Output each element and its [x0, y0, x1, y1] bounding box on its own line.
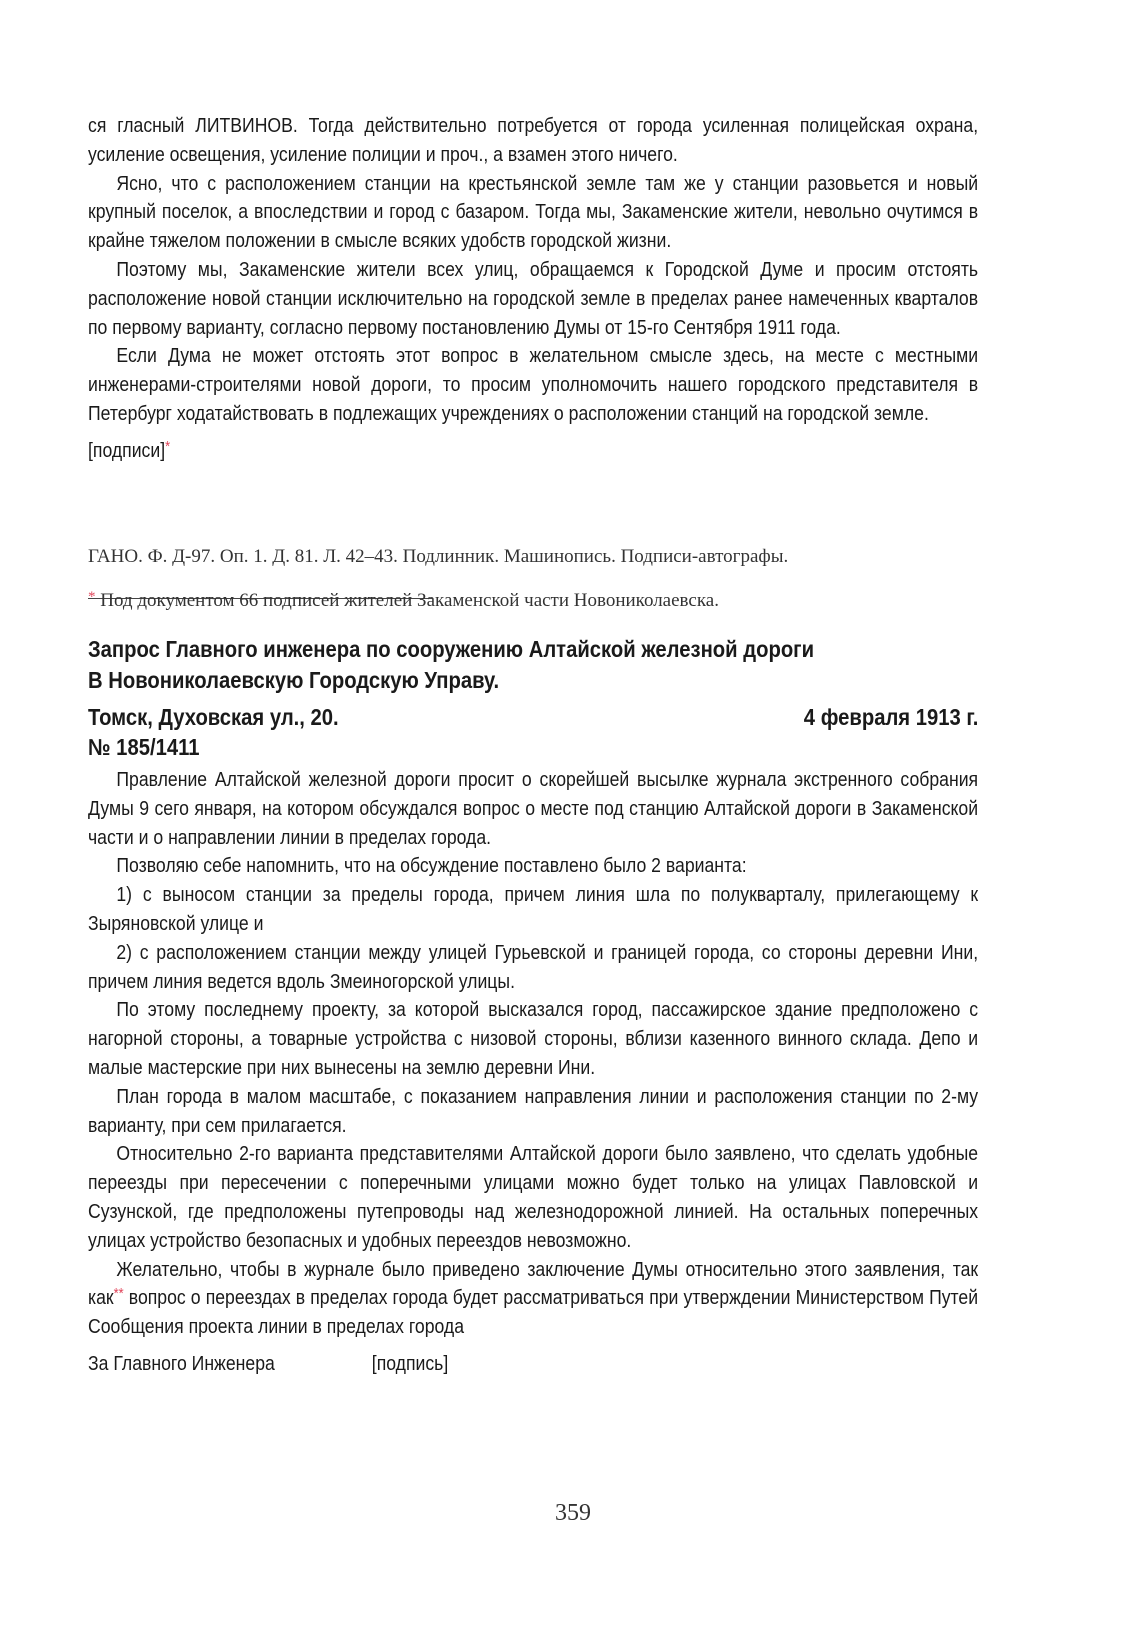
date: 4 февраля 1913 г.: [803, 704, 978, 730]
paragraph: Если Дума не может отстоять этот вопрос в желательном смысле здесь, на месте с местными инженерами-строителями новой дороги, то просим уполномочить нашего городского представителя в Петербург ходатайствовать в подлежащих учреждениях о расположении станций на городской земле.: [88, 344, 979, 425]
signatures-label: [подписи]: [88, 438, 166, 462]
place-date-row: [88, 702, 978, 732]
document-meta: [88, 702, 978, 763]
paragraph: По этому последнему проекту, за которой высказался город, пассажирское здание предположено с нагорной стороны, а товарные устройства с низовой стороны, вблизи казенного винного склада. Депо и малые мастерские при них вынесены на землю деревни Ини.: [88, 998, 979, 1079]
paragraph: Поэтому мы, Закаменские жители всех улиц, обращаемся к Городской Думе и просим отстоять расположение новой станции исключительно на городской земле в пределах ранее намеченных кварталов по первому варианту, согласно первому постановлению Думы от 15-го Сентября 1911 года.: [88, 257, 979, 339]
document-header: [88, 634, 978, 696]
paragraph: Относительно 2-го варианта представителями Алтайской дороги было заявлено, что сделать удобные переезды при пересечении с поперечными улицами можно будет только на улицах Павловской и Сузунской, где предположены путепроводы над железнодорожной линией. На остальных поперечных улицах устройство безопасных и удобных переездов невозможно.: [88, 1142, 979, 1252]
footnote-text: Под документом 66 подписей жителей Закаменской части Новониколаевска.: [100, 590, 719, 611]
paragraph: Позволяю себе напомнить, что на обсуждение поставлено было 2 варианта:: [116, 854, 747, 878]
signatures-line: [88, 437, 978, 466]
place: Томск, Духовская ул., 20.: [88, 704, 339, 730]
footnote-marker: *: [165, 437, 171, 455]
paragraph-text: вопрос о переездах в пределах города будет рассматриваться при утверждении Министерством Путей Сообщения проекта линии в пределах города: [88, 1286, 979, 1339]
paragraph: [88, 1256, 978, 1342]
signer: За Главного Инженера: [88, 1351, 275, 1375]
signature: [подпись]: [371, 1351, 449, 1375]
paragraph: План города в малом масштабе, с показанием направления линии и расположения станции по 2-му варианту, при сем прилагается.: [88, 1084, 979, 1137]
paragraph: Ясно, что с расположением станции на крестьянской земле там же у станции разовьется и новый крупный поселок, а впоследствии и город с базаром. Тогда мы, Закаменские жители, невольно очутимся в крайне тяжелом положении в смысле всяких удобств городской жизни.: [88, 171, 979, 253]
title-line: Запрос Главного инженера по сооружению Алтайской железной дороги: [88, 636, 815, 662]
paragraph: Правление Алтайской железной дороги просит о скорейшей высылке журнала экстренного собрания Думы 9 сего января, на котором обсуждался вопрос о месте под станцию Алтайской дороги в Закаменской части и о направлении линии в пределах города.: [88, 768, 979, 849]
signature-row: [88, 1350, 978, 1379]
page-number: 359: [555, 1500, 591, 1526]
footnote: [88, 588, 978, 614]
paragraph-text: Желательно, чтобы в журнале было приведено заключение Думы относительно этого заявления, так как: [88, 1257, 979, 1310]
archive-source: ГАНО. Ф. Д-97. Оп. 1. Д. 81. Л. 42–43. Подлинник. Машинопись. Подписи-автографы.: [88, 546, 789, 567]
paragraph: 1) с выносом станции за пределы города, причем линия шла по полукварталу, прилегающему к Зыряновской улице и: [88, 883, 979, 935]
paragraph: 2) с расположением станции между улицей Гурьевской и границей города, со стороны деревни Ини, причем линия ведется вдоль Змеиногорской улицы.: [88, 940, 979, 993]
footnote-marker: **: [113, 1285, 124, 1303]
top-text: [88, 112, 978, 466]
document-title: [88, 634, 1003, 696]
document-body: [88, 766, 978, 1379]
title-line: В Новониколаевскую Городскую Управу.: [88, 667, 500, 693]
document-number: № 185/1411: [88, 734, 200, 760]
paragraph: ся гласный ЛИТВИНОВ. Тогда действительно потребуется от города усиленная полицейская охрана, усиление освещения, усиление полиции и проч., а взамен этого ничего.: [88, 114, 979, 166]
footnote-marker: *: [88, 589, 96, 605]
